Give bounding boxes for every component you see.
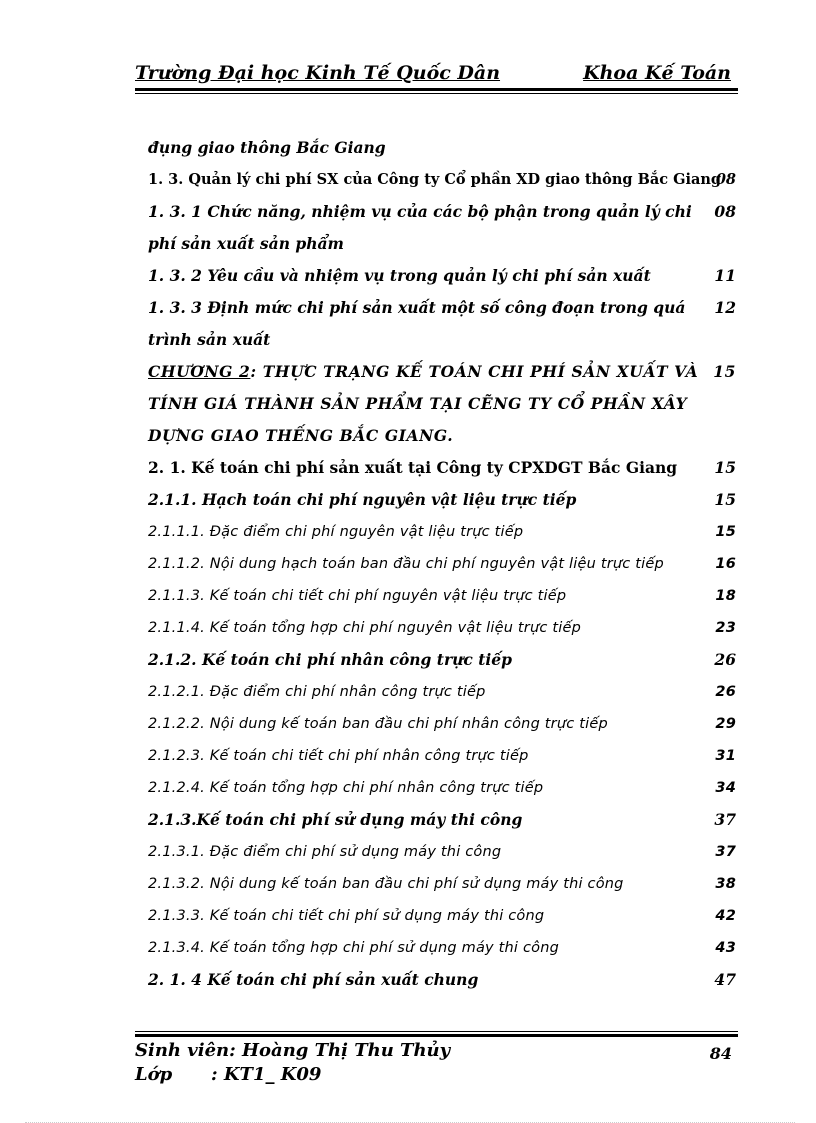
toc-entry: 2. 1. Kế toán chi phí sản xuất tại Công ty CPXDGT Bắc Giang 15 [148, 458, 736, 477]
toc-entry: 2.1.3.1. Đặc điểm chi phí sử dụng máy thi công 37 [148, 844, 736, 860]
toc-entry: 2.1.1.2. Nội dung hạch toán ban đầu chi phí nguyên vật liệu trực tiếp 16 [148, 556, 736, 572]
toc-entry: 2.1.3.2. Nội dung kế toán ban đầu chi phí sử dụng máy thi công 38 [148, 876, 736, 892]
toc-entry: 2.1.1.4. Kế toán tổng hợp chi phí nguyên vật liệu trực tiếp 23 [148, 620, 736, 636]
toc-entry: 2.1.2. Kế toán chi phí nhân công trực tiếp 26 [148, 650, 736, 669]
class-value: : KT1_ K09 [211, 1064, 322, 1085]
faculty-name: Khoa Kế Toán [583, 62, 731, 84]
page-number: 84 [709, 1044, 732, 1063]
page-header [135, 62, 737, 88]
header-rule-thin [135, 93, 738, 94]
chapter-heading-line: TÍNH GIÁ THÀNH SẢN PHẨM TẠI CẼNG TY CỔ PHẦN XÂY [148, 394, 688, 413]
footer-rule-thin [135, 1031, 738, 1032]
toc-entry: 2.1.2.4. Kế toán tổng hợp chi phí nhân công trực tiếp 34 [148, 780, 736, 796]
header-rule-thick [135, 88, 738, 91]
toc-entry: 1. 3. 3 Định mức chi phí sản xuất một số công đoạn trong quá trình sản xuất 12 [148, 298, 736, 349]
footer-rule-thick [135, 1034, 738, 1037]
chapter-heading-line: DỰNG GIAO THẾNG BẮC GIANG. [148, 426, 454, 445]
chapter-heading: CHƯƠNG 2: THỰC TRẠNG KẾ TOÁN CHI PHÍ SẢN XUẤT VÀ 15 [148, 362, 736, 381]
toc-entry: 1. 3. 2 Yêu cầu và nhiệm vụ trong quản lý chi phí sản xuất 11 [148, 266, 736, 285]
toc-entry: 2.1.2.3. Kế toán chi tiết chi phí nhân công trực tiếp 31 [148, 748, 736, 764]
toc-entry: 2.1.3.3. Kế toán chi tiết chi phí sử dụng máy thi công 42 [148, 908, 736, 924]
toc-entry: đụng giao thông Bắc Giang [148, 138, 386, 157]
toc-entry: 1. 3. 1 Chức năng, nhiệm vụ của các bộ phận trong quản lý chi phí sản xuất sản phẩm 08 [148, 202, 736, 253]
toc-entry: 2. 1. 4 Kế toán chi phí sản xuất chung 47 [148, 970, 736, 989]
school-name: Trường Đại học Kinh Tế Quốc Dân [135, 62, 501, 84]
toc-entry: 1. 3. Quản lý chi phí SX của Công ty Cổ phần XD giao thông Bắc Giang 08 [148, 171, 736, 188]
toc-entry: 2.1.1.1. Đặc điểm chi phí nguyên vật liệu trực tiếp 15 [148, 524, 736, 540]
toc-entry: 2.1.1.3. Kế toán chi tiết chi phí nguyên vật liệu trực tiếp 18 [148, 588, 736, 604]
chapter-label: CHƯƠNG 2 [148, 362, 251, 381]
toc-entry: 2.1.3.Kế toán chi phí sử dụng máy thi công 37 [148, 810, 736, 829]
toc-entry: 2.1.3.4. Kế toán tổng hợp chi phí sử dụng máy thi công 43 [148, 940, 736, 956]
toc-entry: 2.1.1. Hạch toán chi phí nguyên vật liệu trực tiếp 15 [148, 490, 736, 509]
class-label: Lớp [135, 1064, 173, 1085]
table-of-contents [148, 132, 738, 996]
toc-entry: 2.1.2.2. Nội dung kế toán ban đầu chi phí nhân công trực tiếp 29 [148, 716, 736, 732]
class-info [135, 1064, 322, 1085]
student-name: Sinh viên: Hoàng Thị Thu Thủy [135, 1040, 451, 1061]
toc-entry: 2.1.2.1. Đặc điểm chi phí nhân công trực tiếp 26 [148, 684, 736, 700]
